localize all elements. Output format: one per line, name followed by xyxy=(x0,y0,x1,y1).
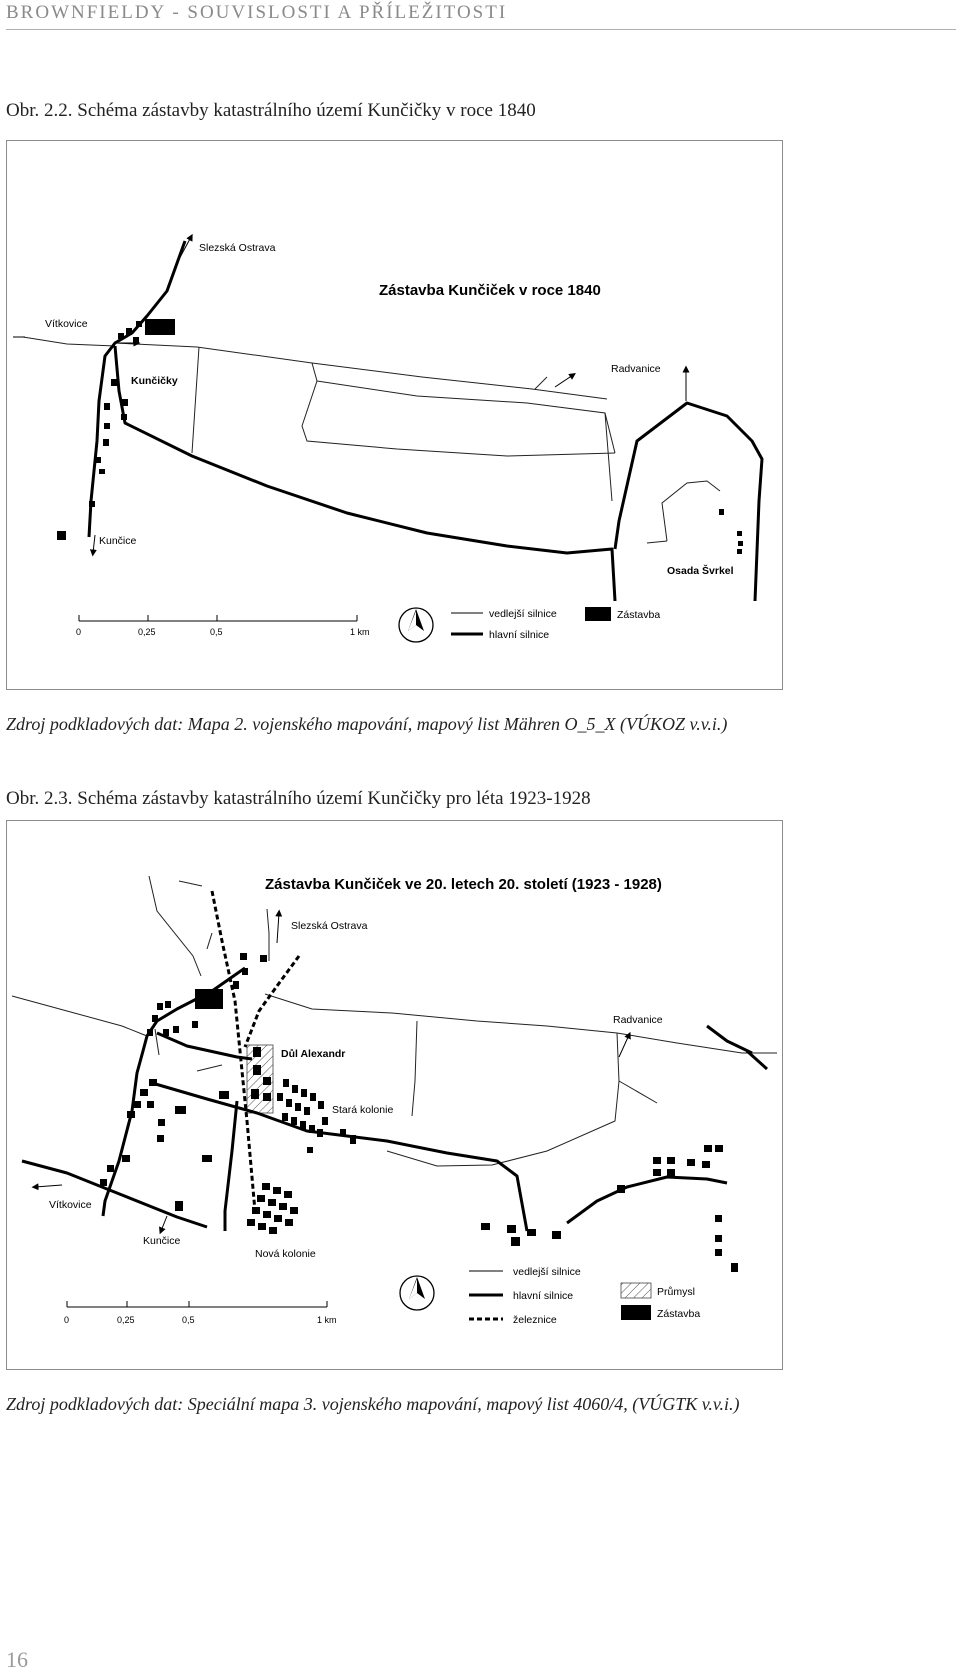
building xyxy=(737,549,742,554)
building xyxy=(252,1207,260,1214)
building xyxy=(738,541,743,546)
building xyxy=(233,981,239,989)
building xyxy=(260,955,267,962)
building xyxy=(282,1113,288,1121)
building xyxy=(157,1135,164,1142)
building xyxy=(263,1093,271,1101)
legend-main-road: hlavní silnice xyxy=(513,1290,574,1302)
building xyxy=(263,1211,271,1218)
figure1-map xyxy=(6,140,783,690)
place-kuncice: Kunčice xyxy=(143,1235,181,1247)
building xyxy=(136,321,142,327)
legend-buildings-swatch xyxy=(585,607,611,621)
building xyxy=(147,1101,154,1108)
building xyxy=(95,457,101,463)
building xyxy=(527,1229,536,1236)
building xyxy=(318,1101,324,1109)
building xyxy=(285,1219,293,1226)
place-nova-kolonie: Nová kolonie xyxy=(255,1248,316,1260)
building xyxy=(251,1089,259,1099)
building xyxy=(133,337,139,343)
building xyxy=(100,1179,107,1186)
scale-tick-05: 0,5 xyxy=(182,1315,195,1325)
building xyxy=(147,1029,153,1036)
scale-tick-1km: 1 km xyxy=(317,1315,337,1325)
building xyxy=(273,1187,281,1194)
building xyxy=(163,1029,169,1036)
building xyxy=(715,1145,723,1152)
place-stara-kolonie: Stará kolonie xyxy=(332,1104,394,1116)
legend-minor-road: vedlejší silnice xyxy=(489,608,557,620)
building xyxy=(258,1223,266,1230)
building xyxy=(301,1089,307,1097)
building xyxy=(263,1077,271,1085)
scale-tick-05: 0,5 xyxy=(210,627,223,637)
legend-main-road: hlavní silnice xyxy=(489,629,550,641)
building xyxy=(310,1093,316,1101)
scale-tick-1km: 1 km xyxy=(350,627,370,637)
building xyxy=(340,1129,346,1136)
building xyxy=(309,1125,315,1133)
building xyxy=(300,1121,306,1129)
building xyxy=(126,328,132,335)
building xyxy=(511,1237,520,1246)
place-radvanice: Radvanice xyxy=(613,1014,663,1026)
building xyxy=(103,439,109,446)
building xyxy=(104,423,110,429)
place-vitkovice: Vítkovice xyxy=(45,318,88,330)
building xyxy=(295,1103,301,1111)
scale-bar xyxy=(76,615,370,637)
place-vitkovice: Vítkovice xyxy=(49,1199,92,1211)
building xyxy=(277,1093,283,1101)
building xyxy=(57,531,66,540)
building xyxy=(350,1135,356,1144)
building xyxy=(322,1117,328,1125)
building xyxy=(175,1201,183,1211)
building xyxy=(118,333,124,339)
building xyxy=(507,1225,516,1233)
building xyxy=(257,1195,265,1202)
north-arrow-icon xyxy=(399,608,433,642)
arrow-kuncice xyxy=(161,1216,167,1231)
building xyxy=(175,1106,186,1114)
place-kuncice: Kunčice xyxy=(99,535,137,547)
building xyxy=(240,953,247,960)
place-osada-svrkel: Osada Švrkel xyxy=(667,565,734,577)
legend-minor-road: vedlejší silnice xyxy=(513,1266,581,1278)
building xyxy=(253,1047,261,1057)
building xyxy=(284,1191,292,1198)
building xyxy=(202,1155,212,1162)
building xyxy=(242,968,248,975)
figure2-map xyxy=(6,820,783,1370)
building xyxy=(279,1203,287,1210)
map1-legend xyxy=(451,607,660,641)
map-1920s-svg xyxy=(7,821,782,1369)
building xyxy=(317,1129,323,1137)
building xyxy=(704,1145,712,1152)
scale-tick-025: 0,25 xyxy=(138,627,156,637)
scale-tick-0: 0 xyxy=(64,1315,70,1325)
running-head: BROWNFIELDY - SOUVISLOSTI A PŘÍLEŽITOSTI xyxy=(6,2,508,23)
legend-railway: železnice xyxy=(513,1314,557,1326)
building xyxy=(719,509,724,515)
page-number: 16 xyxy=(6,1647,28,1672)
building xyxy=(304,1107,310,1115)
map2-legend xyxy=(469,1266,700,1326)
figure2-caption: Obr. 2.3. Schéma zástavby katastrálního území Kunčičky pro léta 1923-1928 xyxy=(6,788,591,809)
building xyxy=(290,1207,298,1214)
building xyxy=(269,1227,277,1234)
figure1-caption: Obr. 2.2. Schéma zástavby katastrálního území Kunčičky v roce 1840 xyxy=(6,100,536,121)
header-rule xyxy=(6,29,956,30)
building xyxy=(104,403,110,410)
building xyxy=(702,1161,710,1168)
legend-industry-swatch xyxy=(621,1283,651,1298)
figure2-source: Zdroj podkladových dat: Speciální mapa 3. vojenského mapování, mapový list 4060/4, (VÚGTK v.v.i.) xyxy=(6,1394,740,1414)
legend-buildings-swatch xyxy=(621,1305,651,1320)
map-1840-svg xyxy=(7,141,782,689)
legend-buildings: Zástavba xyxy=(617,609,661,621)
building xyxy=(122,1155,130,1162)
building xyxy=(173,1026,179,1033)
scale-bar-1920s xyxy=(64,1301,337,1325)
building xyxy=(157,1003,163,1010)
building xyxy=(291,1117,297,1125)
building xyxy=(219,1091,229,1099)
building xyxy=(274,1215,282,1222)
arrow-vitkovice xyxy=(35,1185,62,1187)
place-dul-alexandr: Důl Alexandr xyxy=(281,1048,346,1060)
building xyxy=(247,1219,255,1226)
building xyxy=(127,1111,135,1118)
building xyxy=(149,1079,157,1086)
building xyxy=(283,1079,289,1087)
arrow-kuncice xyxy=(93,535,95,553)
place-kuncicky: Kunčičky xyxy=(131,375,178,387)
building xyxy=(99,469,105,474)
direction-arrows-1920s xyxy=(35,913,629,1231)
building xyxy=(111,379,117,386)
main-roads-1920s xyxy=(22,968,767,1231)
building xyxy=(158,1119,165,1126)
building xyxy=(653,1157,661,1164)
scale-tick-0: 0 xyxy=(76,627,82,637)
building xyxy=(133,1101,141,1108)
scale-tick-025: 0,25 xyxy=(117,1315,135,1325)
building xyxy=(286,1099,292,1107)
building xyxy=(107,1165,114,1172)
building xyxy=(687,1159,695,1166)
place-slezska-ostrava: Slezská Ostrava xyxy=(291,920,368,932)
building-large xyxy=(195,989,223,1009)
building xyxy=(667,1169,675,1176)
north-arrow-icon xyxy=(400,1276,434,1310)
building xyxy=(552,1231,561,1239)
building xyxy=(737,531,742,536)
building xyxy=(715,1249,722,1256)
map1-title: Zástavba Kunčiček v roce 1840 xyxy=(379,282,601,299)
building xyxy=(253,1065,261,1075)
building xyxy=(731,1263,738,1272)
building xyxy=(617,1185,625,1193)
building xyxy=(165,1001,171,1008)
building xyxy=(307,1147,313,1153)
building xyxy=(121,414,127,420)
building xyxy=(122,399,128,406)
building xyxy=(152,1015,158,1022)
figure1-source: Zdroj podkladových dat: Mapa 2. vojenského mapování, mapový list Mähren O_5_X (VÚKOZ v.v.i.) xyxy=(6,714,728,734)
building xyxy=(268,1199,276,1206)
arrow-radvanice xyxy=(619,1035,629,1057)
building xyxy=(89,501,95,507)
building xyxy=(292,1085,298,1093)
place-slezska-ostrava: Slezská Ostrava xyxy=(199,242,276,254)
building xyxy=(715,1215,722,1222)
legend-industry: Průmysl xyxy=(657,1286,695,1298)
building xyxy=(653,1169,661,1176)
building xyxy=(715,1235,722,1242)
arrow-slezska-ostrava xyxy=(277,913,279,943)
building xyxy=(262,1183,270,1190)
building xyxy=(140,1089,148,1096)
building xyxy=(481,1223,490,1230)
building xyxy=(192,1021,198,1028)
arrow-radvanice xyxy=(555,375,573,387)
map2-title: Zástavba Kunčiček ve 20. letech 20. století (1923 - 1928) xyxy=(265,876,662,893)
building xyxy=(667,1157,675,1164)
building-large xyxy=(145,319,175,335)
buildings-1840 xyxy=(57,319,743,554)
legend-buildings: Zástavba xyxy=(657,1308,701,1320)
place-radvanice: Radvanice xyxy=(611,363,661,375)
